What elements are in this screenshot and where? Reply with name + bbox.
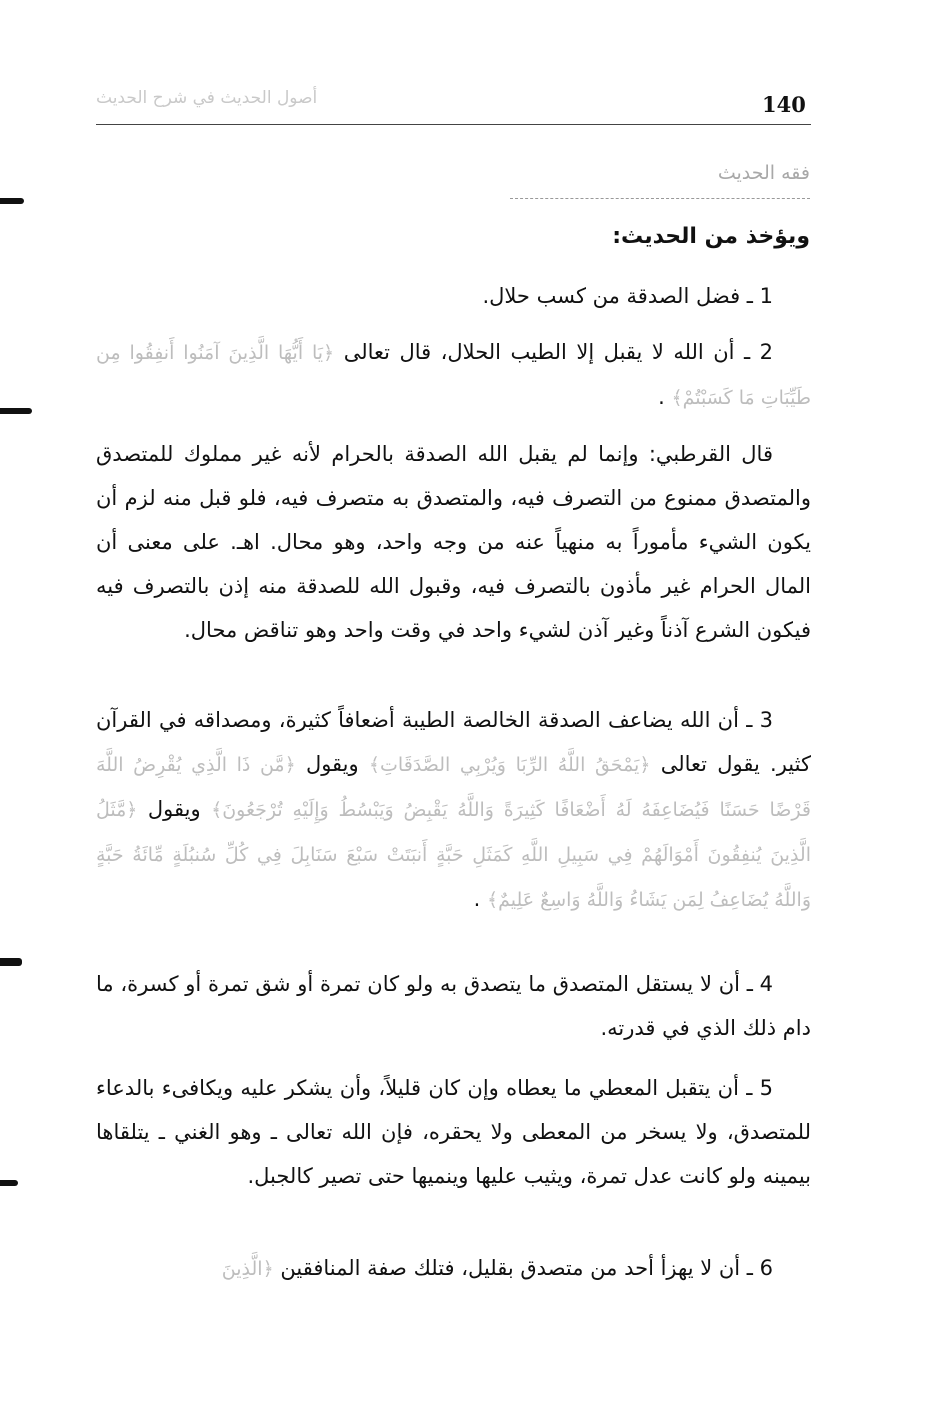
- point-1: [96, 274, 811, 318]
- point-5-text: 5 ـ أن يتقبل المعطي ما يعطاه وإن كان قليلاً، وأن يشكر عليه ويكافىء بالدعاء للمتصدق، ولا يسخر من المعطى ولا يحقره، فإن الله تعالى ـ وهو الغني ـ يتلقاها بيمينه ولو كانت عدل تمرة، ويثيب عليها وينميها حتى تصير كالجبل.: [96, 1076, 811, 1188]
- point-3-text-b: ويقول: [305, 752, 359, 776]
- point-3-text-c: ويقول: [147, 797, 201, 821]
- point-1-text: 1 ـ فضل الصدقة من كسب حلال.: [482, 284, 773, 308]
- quran-verse: ﴿يَا أَيُّهَا الَّذِينَ آمَنُوا أَنفِقُوا مِن طَيِّبَاتِ مَا كَسَبْتُمْ﴾: [96, 342, 811, 409]
- quran-verse: ﴿الَّذِينَ: [221, 1258, 274, 1280]
- point-2-end: .: [658, 385, 665, 409]
- running-head: أصول الحديث في شرح الحديث: [96, 88, 318, 108]
- heading: ويؤخذ من الحديث:: [612, 224, 810, 249]
- qurtubi-text: قال القرطبي: وإنما لم يقبل الله الصدقة بالحرام لأنه غير مملوك للمتصدق والمتصدق ممنوع من التصرف فيه، والمتصدق به متصرف فيه، فلو قبل منه لزم أن يكون الشيء مأموراً به منهياً عنه من وجه واحد، وهو محال. اهـ. على معنى أن المال الحرام غير مأذون بالتصرف فيه، وقبول الله للصدقة منه إذن بالتصرف فيه فيكون الشرع آذناً وغير آذن لشيء واحد في وقت واحد وهو تناقض محال.: [96, 442, 811, 642]
- point-4: [96, 962, 811, 1050]
- point-3: [96, 698, 811, 922]
- point-2: [96, 330, 811, 420]
- header-rule: [96, 124, 811, 125]
- quran-verse: ﴿مَّثَلُ الَّذِينَ يُنفِقُونَ أَمْوَالَهُمْ فِي سَبِيلِ اللَّهِ كَمَثَلِ حَبَّةٍ أَنبَتَتْ سَبْعَ سَنَابِلَ فِي كُلِّ سُنبُلَةٍ مِّائَةُ حَبَّةٍ وَاللَّهُ يُضَاعِفُ لِمَن يَشَاءُ وَاللَّهُ وَاسِعٌ عَلِيمٌ﴾: [96, 799, 811, 911]
- section-rule: [510, 198, 810, 199]
- point-3-text-a: 3 ـ أن الله يضاعف الصدقة الخالصة الطيبة أضعافاً كثيرة، ومصداقه في القرآن كثير. يقول تعالى: [96, 708, 811, 776]
- point-6-text: 6 ـ أن لا يهزأ أحد من متصدق بقليل، فتلك صفة المنافقين: [280, 1256, 773, 1280]
- point-5: [96, 1066, 811, 1198]
- qurtubi-paragraph: [96, 432, 811, 652]
- quran-verse: ﴿مَّن ذَا الَّذِي يُقْرِضُ اللَّهَ قَرْضًا حَسَنًا فَيُضَاعِفَهُ لَهُ أَضْعَافًا كَثِيرَةً وَاللَّهُ يَقْبِضُ وَيَبْسُطُ وَإِلَيْهِ تُرْجَعُونَ﴾: [96, 754, 811, 821]
- scan-edge-mark: [0, 198, 24, 204]
- page-number: 140: [762, 92, 806, 117]
- scan-edge-mark: [0, 958, 22, 966]
- scan-edge-mark: [0, 1180, 18, 1186]
- quran-verse: ﴿يَمْحَقُ اللَّهُ الرِّبَا وَيُرْبِي الصَّدَقَاتِ﴾: [368, 754, 651, 776]
- point-3-end: .: [473, 887, 481, 911]
- point-6: [96, 1246, 811, 1291]
- section-title: فقه الحديث: [717, 162, 810, 184]
- point-2-text: 2 ـ أن الله لا يقبل إلا الطيب الحلال، قال تعالى: [343, 340, 774, 364]
- point-4-text: 4 ـ أن لا يستقل المتصدق ما يتصدق به ولو كان تمرة أو شق تمرة أو كسرة، ما دام ذلك الذي في قدرته.: [96, 972, 811, 1040]
- scan-edge-mark: [0, 408, 32, 414]
